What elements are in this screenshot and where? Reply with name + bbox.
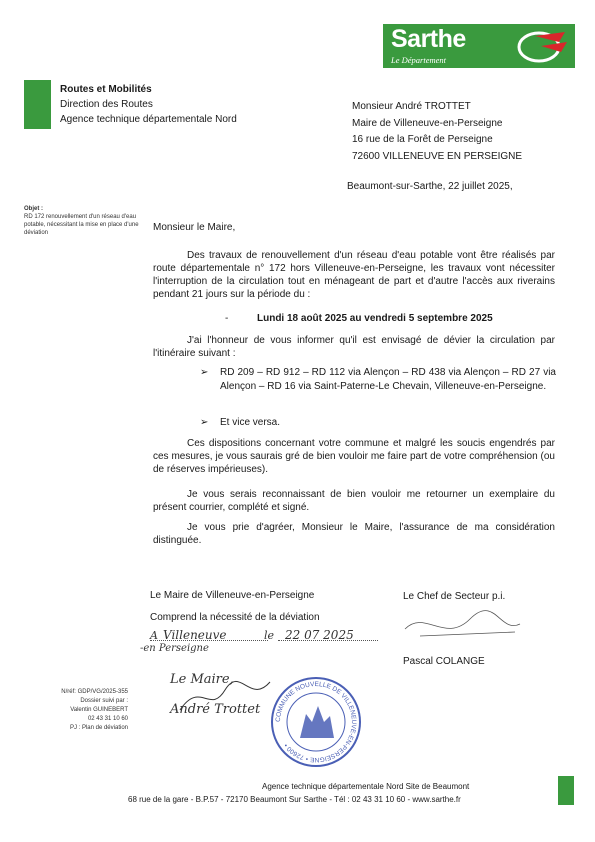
- salutation: Monsieur le Maire,: [153, 222, 236, 233]
- stamp-text: COMMUNE NOUVELLE DE VILLENEUVE-EN-PERSEIGNE • 72600 •: [274, 680, 358, 764]
- reference-line: Valentin GUINEBERT: [70, 707, 128, 713]
- period-line: [225, 313, 493, 324]
- logo-title: Sarthe: [391, 25, 466, 53]
- sarthe-emblem-icon: [513, 28, 571, 64]
- paragraph-comprehension: Ces dispositions concernant votre commune et malgré les soucis engendrés par ces mesures, je vous saurais gré de bien vouloir me faire part de votre compréhension (ou de réserves impérieuses).: [153, 438, 555, 475]
- letter-date: Beaumont-sur-Sarthe, 22 juillet 2025,: [347, 181, 513, 192]
- subject-label: Objet :: [24, 206, 43, 212]
- paragraph-return: Je vous serais reconnaissant de bien vouloir me retourner un exemplaire du présent courrier, complété et signé.: [153, 489, 555, 513]
- subject-text: RD 172 renouvellement d'un réseau d'eau potable, nécessitant la mise en place d'une déviation: [24, 214, 139, 236]
- fill-line: [150, 640, 268, 641]
- sender-block: [60, 82, 237, 127]
- sender-line: Direction des Routes: [60, 99, 153, 110]
- commune-stamp: [270, 676, 362, 768]
- mayor-title: Le Maire de Villeneuve-en-Perseigne: [150, 590, 315, 601]
- sarthe-logo: [383, 24, 575, 68]
- sector-chief-title: Le Chef de Secteur p.i.: [403, 591, 506, 602]
- reference-line: N/réf: GDP/VG/2025-355: [61, 689, 128, 695]
- paragraph-works: Des travaux de renouvellement d'un réseau d'eau potable vont être réalisés par route départementale n° 172 hors Villeneuve-en-Perseigne, les travaux vont nécessiter l'interruption de la circulation tout en ménageant de part et d'autre l'accès aux riverains pendant 21 jours sur la période du :: [153, 250, 555, 300]
- dash-marker: -: [225, 313, 229, 324]
- arrow-bullet-icon: ➢: [200, 367, 209, 378]
- paragraph-closing: Je vous prie d'agréer, Monsieur le Maire, l'assurance de ma considération distinguée.: [153, 522, 555, 546]
- itinerary-text: RD 209 – RD 912 – RD 112 via Alençon – RD 438 via Alençon – RD 27 via Alençon – RD 16 via Saint-Paterne-Le Chevain, Villeneuve-en-Perseigne.: [220, 367, 556, 392]
- vice-versa-text: Et vice versa.: [220, 417, 281, 428]
- sender-title: Routes et Mobilités: [60, 84, 152, 95]
- mayor-signature-scribble: [170, 670, 280, 720]
- recipient-role: Maire de Villeneuve-en-Perseigne: [352, 117, 503, 129]
- reference-line: PJ : Plan de déviation: [69, 725, 128, 731]
- mayor-agreement: Comprend la nécessité de la déviation: [150, 612, 320, 623]
- handwritten-place-continued: -en Perseigne: [140, 643, 209, 654]
- handwritten-a: A: [150, 629, 158, 642]
- handwritten-le: le: [264, 629, 275, 642]
- logo-subtitle: Le Département: [391, 55, 447, 65]
- arrow-bullet-icon: ➢: [200, 417, 209, 428]
- sender-line: Agence technique départementale Nord: [60, 114, 237, 125]
- recipient-city: 72600 VILLENEUVE EN PERSEIGNE: [352, 150, 523, 162]
- recipient-address: [352, 99, 522, 165]
- fill-line: [278, 640, 378, 641]
- sender-accent-bar: [24, 80, 51, 129]
- reference-block: [40, 688, 128, 733]
- mayor-signature-line1: Le Maire,: [170, 672, 234, 687]
- footer-address: 68 rue de la gare - B.P.57 - 72170 Beaumont Sur Sarthe - Tél : 02 43 31 10 60 - www.sarthe.fr: [128, 795, 461, 804]
- recipient-street: 16 rue de la Forêt de Perseigne: [352, 134, 493, 145]
- reference-line: Dossier suivi par :: [80, 698, 128, 704]
- recipient-name: Monsieur André TROTTET: [352, 101, 471, 112]
- sector-chief-signature: [400, 604, 525, 649]
- reference-line: 02 43 31 10 60: [87, 716, 128, 722]
- mayor-signature-line2: André Trottet: [170, 702, 261, 717]
- handwritten-place: Villeneuve: [163, 628, 227, 642]
- footer-accent-bar: [558, 776, 574, 805]
- sector-chief-name: Pascal COLANGE: [403, 656, 485, 667]
- paragraph-deviation: J'ai l'honneur de vous informer qu'il est envisagé de dévier la circulation par l'itinéraire suivant :: [153, 335, 555, 359]
- subject-block: [24, 205, 139, 237]
- period-dates: Lundi 18 août 2025 au vendredi 5 septembre 2025: [257, 313, 493, 324]
- handwritten-date: 22 07 2025: [285, 628, 354, 642]
- footer-agency: Agence technique départementale Nord Site de Beaumont: [262, 782, 470, 791]
